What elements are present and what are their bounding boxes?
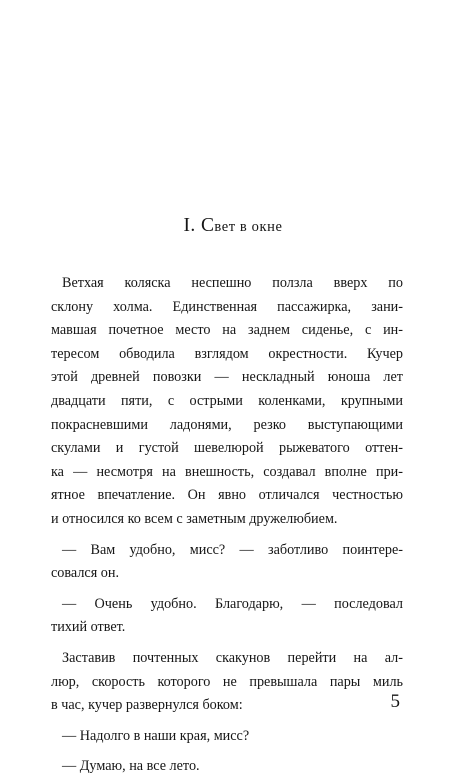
text-line: ка — несмотря на внешность, создавал вполне при- xyxy=(51,463,403,480)
text-line: совался он. xyxy=(51,565,120,582)
paragraph xyxy=(51,593,403,640)
paragraph xyxy=(51,272,403,532)
text-line: — Думаю, на все лето. xyxy=(62,758,200,775)
page-number: 5 xyxy=(390,691,400,712)
text-line: и относился ко всем с заметным дружелюбием. xyxy=(51,510,338,527)
chapter-title-lead: I. С xyxy=(183,215,215,236)
chapter-title xyxy=(0,214,466,239)
text-line: тересом обводила взглядом окрестности. Кучер xyxy=(51,345,403,362)
text-line: тихий ответ. xyxy=(51,619,126,636)
text-line: Заставив почтенных скакунов перейти на ал- xyxy=(62,649,403,666)
text-line: — Надолго в наши края, мисс? xyxy=(62,727,250,744)
text-line: скулами и густой шевелюрой рыжеватого оттен- xyxy=(51,440,403,457)
text-line: мавшая почетное место на заднем сиденье, с ин- xyxy=(51,322,403,339)
text-line: склону холма. Единственная пассажирка, зани- xyxy=(51,298,403,315)
paragraph xyxy=(51,755,403,779)
text-line: этой древней повозки — нескладный юноша лет xyxy=(51,369,403,386)
chapter-title-smallcaps: вет в окне xyxy=(214,219,283,235)
text-line: в час, кучер развернулся боком: xyxy=(51,697,243,714)
text-line: Ветхая коляска неспешно ползла вверх по xyxy=(62,275,403,291)
text-line: — Вам удобно, мисс? — заботливо поинтере- xyxy=(62,541,403,558)
paragraph xyxy=(51,725,403,749)
text-line: двадцати пяти, с острыми коленками, крупными xyxy=(51,392,403,409)
paragraph xyxy=(51,539,403,586)
text-line: ятное впечатление. Он явно отличался честностью xyxy=(51,487,403,504)
text-line: люр, скорость которого не превышала пары миль xyxy=(51,673,403,690)
chapter-body xyxy=(51,272,403,779)
text-line: — Очень удобно. Благодарю, — последовал xyxy=(62,595,403,612)
paragraph xyxy=(51,647,403,718)
text-line: покрасневшими ладонями, резко выступающими xyxy=(51,416,403,433)
